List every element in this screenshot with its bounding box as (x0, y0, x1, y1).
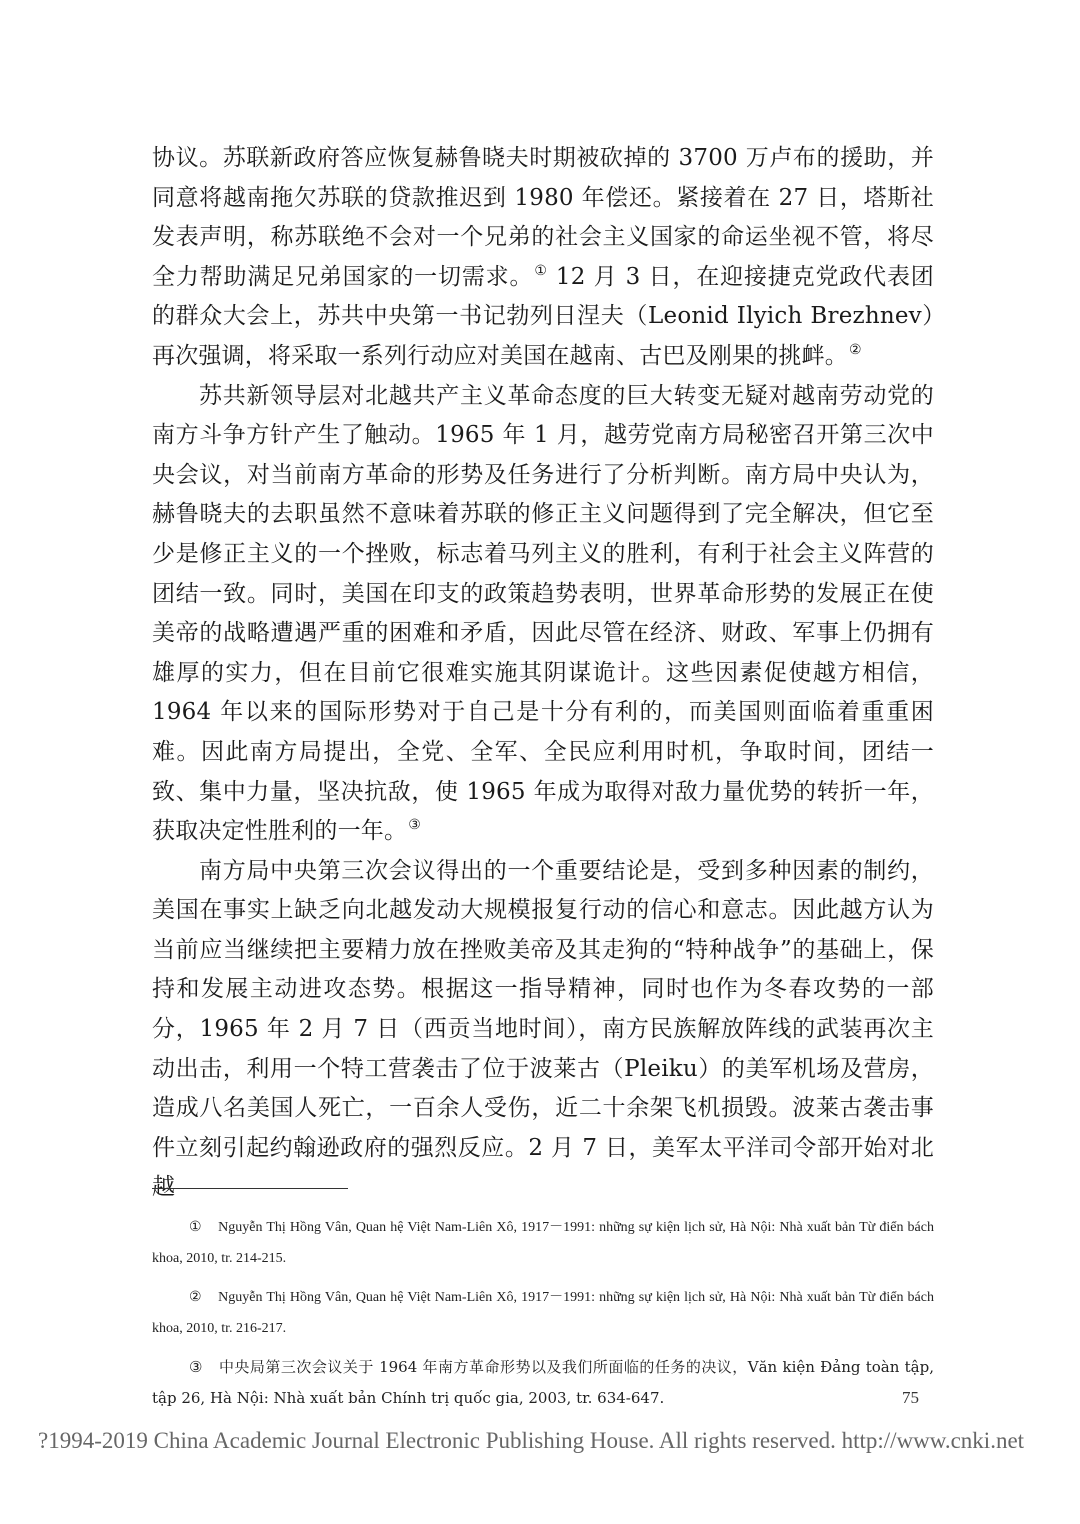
body-paragraph (152, 377, 934, 852)
page-body (152, 139, 934, 1208)
footnote-reference[interactable]: ① (534, 262, 548, 279)
footnote-text: Nguyễn Thị Hồng Vân, Quan hệ Việt Nam-Liên Xô, 1917－1991: những sự kiện lịch sử, Hà Nội: Nhà xuất bản Từ điển bách khoa, 2010, tr. 214-215. (152, 1220, 934, 1266)
footnote-marker: ① (189, 1220, 203, 1235)
footnote-item (152, 1282, 934, 1344)
footnote-marker: ③ (189, 1358, 203, 1376)
page-number: 75 (902, 1388, 919, 1407)
paragraph-text: 苏共新领导层对北越共产主义革命态度的巨大转变无疑对越南劳动党的南方斗争方针产生了触动。1965 年 1 月，越劳党南方局秘密召开第三次中央会议，对当前南方革命的形势及任务进行了分析判断。南方局中央认为，赫鲁晓夫的去职虽然不意味着苏联的修正主义问题得到了完全解决，但它至少是修正主义的一个挫败，标志着马列主义的胜利，有利于社会主义阵营的团结一致。同时，美国在印支的政策趋势表明，世界革命形势的发展正在使美帝的战略遭遇严重的困难和矛盾，因此尽管在经济、财政、军事上仍拥有雄厚的实力，但在目前它很难实施其阴谋诡计。这些因素促使越方相信，1964 年以来的国际形势对于自己是十分有利的，而美国则面临着重重困难。因此南方局提出，全党、全军、全民应利用时机，争取时间，团结一致、集中力量，坚决抗敌，使 1965 年成为取得对敌力量优势的转折一年，获取决定性胜利的一年。 (152, 382, 934, 845)
body-paragraph (152, 139, 934, 377)
footnote-marker: ② (189, 1290, 203, 1305)
footnote-item (152, 1212, 934, 1274)
paragraph-text: 12 月 3 日，在迎接捷克党政代表团的群众大会上，苏共中央第一书记勃列日涅夫（Leonid Ilyich Brezhnev）再次强调，将采取一系列行动应对美国在越南、古巴及刚果的挑衅。 (152, 263, 934, 369)
copyright-watermark: ?1994-2019 China Academic Journal Electronic Publishing House. All rights reserved. http://www.cnki.net (38, 1428, 1025, 1453)
footnote-reference[interactable]: ② (849, 341, 862, 358)
paragraph-text: 南方局中央第三次会议得出的一个重要结论是，受到多种因素的制约，美国在事实上缺乏向北越发动大规模报复行动的信心和意志。因此越方认为当前应当继续把主要精力放在挫败美帝及其走狗的“特种战争”的基础上，保持和发展主动进攻态势。根据这一指导精神，同时也作为冬春攻势的一部分，1965 年 2 月 7 日（西贡当地时间），南方民族解放阵线的武装再次主动出击，利用一个特工营袭击了位于波莱古（Pleiku）的美军机场及营房，造成八名美国人死亡，一百余人受伤，近二十余架飞机损毁。波莱古袭击事件立刻引起约翰逊政府的强烈反应。2 月 7 日，美军太平洋司令部开始对北越 (152, 857, 934, 1201)
footnote-reference[interactable]: ③ (408, 817, 421, 834)
paragraph-text: 协议。苏联新政府答应恢复赫鲁晓夫时期被砍掉的 3700 万卢布的援助，并同意将越南拖欠苏联的贷款推迟到 1980 年偿还。紧接着在 27 日，塔斯社发表声明，称苏联绝不会对一个兄弟的社会主义国家的命运坐视不管，将尽全力帮助满足兄弟国家的一切需求。 (152, 145, 934, 290)
footnote-text: Nguyễn Thị Hồng Vân, Quan hệ Việt Nam-Liên Xô, 1917－1991: những sự kiện lịch sử, Hà Nội: Nhà xuất bản Từ điển bách khoa, 2010, tr. 216-217. (152, 1290, 934, 1336)
footnote-divider (152, 1188, 348, 1189)
footnotes (152, 1212, 934, 1422)
footnote-text: 中央局第三次会议关于 1964 年南方革命形势以及我们所面临的任务的决议，Văn kiện Đảng toàn tập, tập 26, Hà Nội: Nhà xuất bản Chính trị quốc gia, 2003, tr. 634-647. (152, 1358, 934, 1407)
footnote-item (152, 1352, 934, 1414)
body-paragraph (152, 852, 934, 1208)
